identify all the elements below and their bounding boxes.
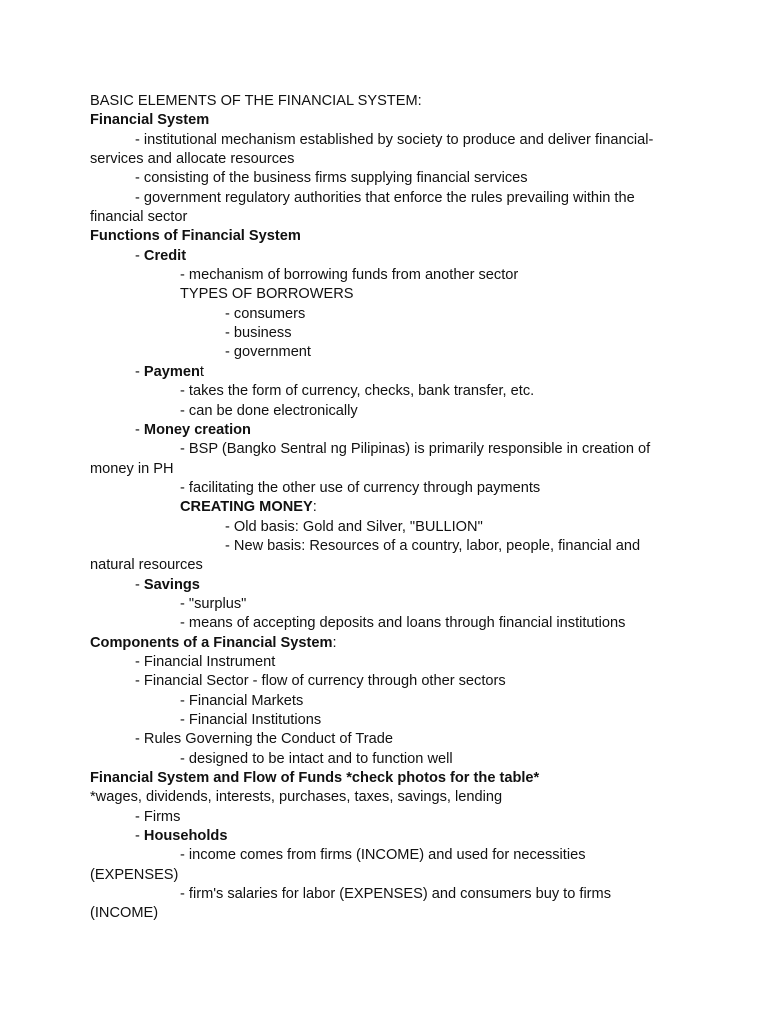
heading-text: Components of a Financial System [90,634,333,651]
function-label: Paymen [143,363,200,380]
function-label: Credit [143,247,187,264]
flow-note: *wages, dividends, interests, purchases, taxes, savings, lending [90,789,503,806]
heading-text: Financial System [90,112,210,129]
function-description: - BSP (Bangko Sentral ng Pilipinas) is primarily responsible in creation of [180,441,651,458]
function-item-money-creation [90,421,680,440]
document-title: BASIC ELEMENTS OF THE FINANCIAL SYSTEM: [90,93,422,109]
function-description: - takes the form of currency, checks, bank transfer, etc. [180,383,535,400]
definition-line-continued: services and allocate resources [90,151,295,168]
borrower-item: - government [225,344,311,361]
flow-description: - income comes from firms (INCOME) and used for necessities [180,847,586,864]
flow-item-firms: - Firms [135,808,181,825]
subheading-creating-money [90,498,680,517]
section-heading-functions [90,227,680,246]
function-description: - "surplus" [180,595,247,612]
function-description: - means of accepting deposits and loans through financial institutions [180,615,626,632]
heading-text: Functions of Financial System [90,228,301,245]
basis-item-continued: natural resources [90,557,203,574]
flow-description-continued: (INCOME) [90,905,159,922]
flow-item-households [90,827,680,846]
definition-line: - institutional mechanism established by society to produce and deliver financial- [135,131,654,148]
list-dash: - [135,247,144,264]
component-subitem: - Financial Markets [180,692,304,709]
flow-label: Households [143,828,228,845]
borrower-item: - business [225,325,292,342]
component-subitem: - Financial Institutions [180,712,322,728]
list-dash: - [135,363,144,380]
definition-line-continued: financial sector [90,209,188,226]
definition-line: - government regulatory authorities that enforce the rules prevailing within the [135,189,635,206]
heading-colon: : [332,634,337,651]
function-item-payment [90,363,680,382]
flow-description: - firm's salaries for labor (EXPENSES) and consumers buy to firms [180,886,612,903]
borrower-item: - consumers [225,305,306,322]
function-label-rest: t [199,363,204,380]
subheading-colon: : [312,499,317,516]
function-label: Savings [143,576,200,593]
document-body [90,92,680,924]
section-heading-components [90,634,680,653]
component-item: - Financial Instrument [135,653,276,670]
function-description: - can be done electronically [180,402,358,419]
component-item: - Financial Sector - flow of currency through other sectors [135,673,506,690]
function-item-savings [90,576,680,595]
subheading-text: CREATING MONEY [180,499,313,516]
heading-text: Financial System and Flow of Funds *check photos for the table* [90,770,540,787]
definition-line: - consisting of the business firms supplying financial services [135,170,528,187]
function-description: - facilitating the other use of currency through payments [180,479,541,496]
function-description: - mechanism of borrowing funds from another sector [180,267,519,284]
function-label: Money creation [143,421,251,438]
subheading-types-of-borrowers: TYPES OF BORROWERS [180,286,354,303]
function-description-continued: money in PH [90,460,174,477]
component-item: - Rules Governing the Conduct of Trade [135,731,393,748]
component-subitem: - designed to be intact and to function well [180,750,453,767]
flow-description-continued: (EXPENSES) [90,866,179,883]
basis-item: - Old basis: Gold and Silver, "BULLION" [225,518,483,535]
list-dash: - [135,421,144,438]
function-item-credit [90,247,680,266]
basis-item: - New basis: Resources of a country, labor, people, financial and [225,537,641,554]
list-dash: - [135,828,144,845]
section-heading-flow-of-funds [90,769,680,788]
section-heading-financial-system [90,111,680,130]
list-dash: - [135,576,144,593]
